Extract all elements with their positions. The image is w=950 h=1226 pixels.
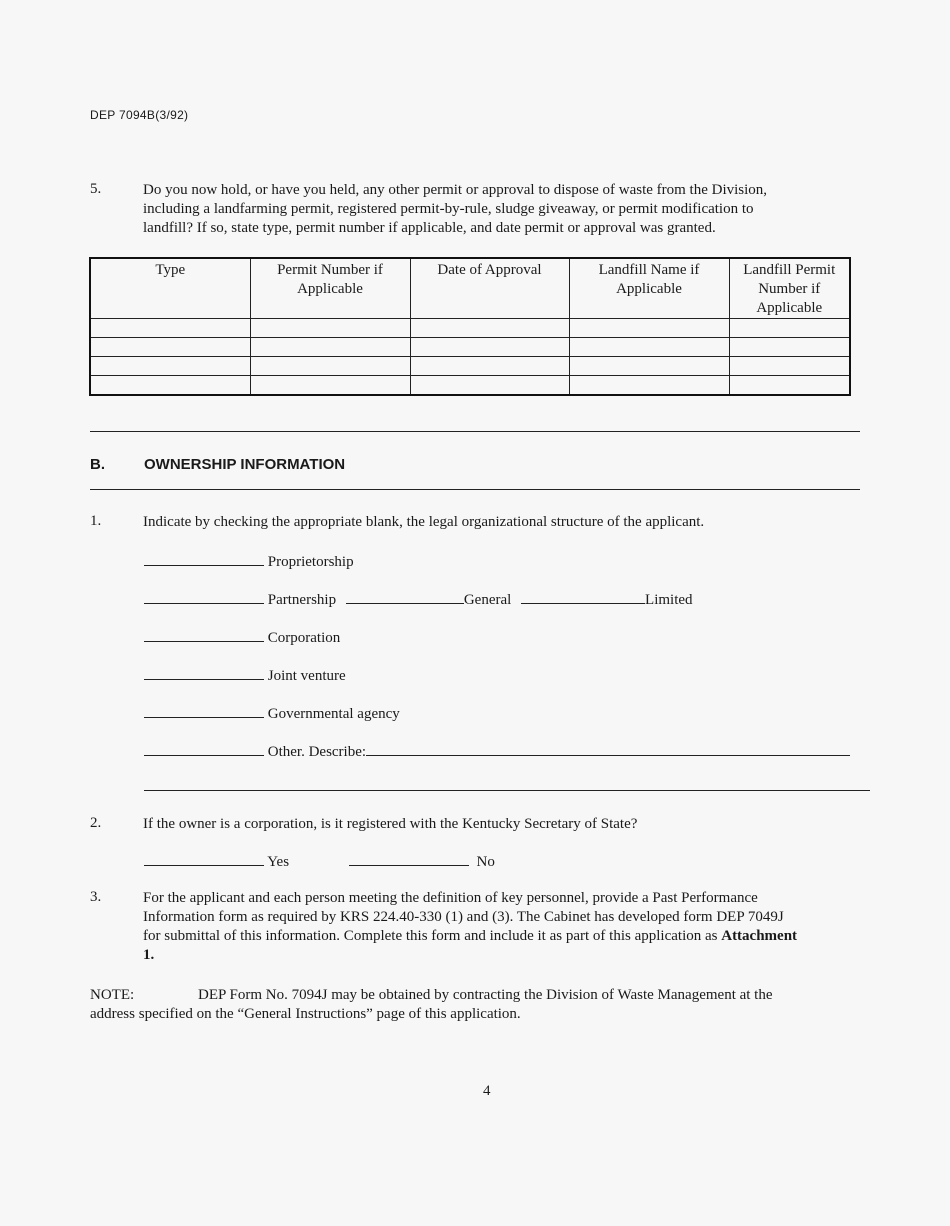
proprietorship-blank[interactable] (144, 551, 264, 566)
general-label: General (463, 592, 512, 608)
table-row (90, 338, 850, 357)
table-cell[interactable] (569, 319, 729, 338)
question-1-number: 1. (90, 513, 102, 529)
section-title: OWNERSHIP INFORMATION (144, 456, 346, 473)
question-5-line-2: including a landfarming permit, registered permit-by-rule, sludge giveaway, or permit modification to (143, 201, 754, 217)
table-cell[interactable] (729, 338, 850, 357)
governmental-agency-blank[interactable] (144, 703, 264, 718)
col-header-landfill-permit-number: Landfill Permit Number if Applicable (729, 258, 850, 319)
corporation-blank[interactable] (144, 627, 264, 642)
table-cell[interactable] (250, 376, 410, 396)
note-line-2: address specified on the “General Instructions” page of this application. (90, 1006, 521, 1022)
table-row (90, 357, 850, 376)
question-5-text (143, 181, 767, 238)
option-governmental-agency (144, 703, 400, 723)
question-2-text: If the owner is a corporation, is it registered with the Kentucky Secretary of State? (143, 816, 638, 832)
other-describe-line-2[interactable] (144, 790, 870, 791)
question-2-number: 2. (90, 815, 102, 831)
table-cell[interactable] (250, 357, 410, 376)
section-divider-bottom (90, 489, 860, 490)
table-cell[interactable] (569, 338, 729, 357)
table-cell[interactable] (410, 319, 569, 338)
question-5-line-1: Do you now hold, or have you held, any other permit or approval to dispose of waste from the Division, (143, 182, 768, 198)
table-cell[interactable] (90, 338, 250, 357)
table-cell[interactable] (569, 357, 729, 376)
question-3-text (143, 889, 878, 965)
no-blank[interactable] (349, 851, 469, 866)
table-header-row (90, 258, 850, 319)
note (90, 986, 870, 1024)
general-blank[interactable] (346, 589, 464, 604)
option-other (144, 741, 850, 761)
table-cell[interactable] (729, 376, 850, 396)
question-3-line-3-wrap (143, 927, 878, 946)
limited-blank[interactable] (521, 589, 645, 604)
table-cell[interactable] (90, 376, 250, 396)
question-5-number: 5. (90, 181, 102, 197)
limited-label: Limited (645, 592, 693, 608)
table-cell[interactable] (250, 338, 410, 357)
option-proprietorship (144, 551, 354, 571)
question-5-line-3: landfill? If so, state type, permit number if applicable, and date permit or approval was granted. (143, 220, 716, 236)
page-number: 4 (483, 1083, 491, 1099)
governmental-agency-label: Governmental agency (267, 706, 400, 722)
table-cell[interactable] (729, 357, 850, 376)
q2-answers (144, 851, 495, 871)
option-joint-venture (144, 665, 346, 685)
table-cell[interactable] (90, 357, 250, 376)
note-line-1: DEP Form No. 7094J may be obtained by contracting the Division of Waste Management at the (198, 987, 773, 1003)
other-label: Other. Describe: (267, 744, 367, 760)
question-3-line-3: for submittal of this information. Complete this form and include it as part of this application as (143, 928, 718, 944)
table-cell[interactable] (410, 338, 569, 357)
section-letter: B. (90, 456, 105, 473)
option-corporation (144, 627, 340, 647)
table-row (90, 319, 850, 338)
corporation-label: Corporation (267, 630, 341, 646)
col-header-landfill-name: Landfill Name if Applicable (569, 258, 729, 319)
permits-table (89, 257, 851, 396)
col-header-type: Type (90, 258, 250, 319)
other-blank[interactable] (144, 741, 264, 756)
col-header-permit-number: Permit Number if Applicable (250, 258, 410, 319)
option-partnership (144, 589, 693, 609)
other-describe-field[interactable] (366, 741, 850, 756)
partnership-label: Partnership (267, 592, 337, 608)
form-id: DEP 7094B(3/92) (90, 108, 189, 122)
table-cell[interactable] (410, 376, 569, 396)
question-3-line-1: For the applicant and each person meeting the definition of key personnel, provide a Past Performance (143, 890, 758, 906)
col-header-date-of-approval: Date of Approval (410, 258, 569, 319)
partnership-blank[interactable] (144, 589, 264, 604)
joint-venture-label: Joint venture (267, 668, 346, 684)
note-label: NOTE: (90, 987, 135, 1003)
table-cell[interactable] (90, 319, 250, 338)
question-1-text: Indicate by checking the appropriate blank, the legal organizational structure of the applicant. (143, 514, 705, 530)
proprietorship-label: Proprietorship (267, 554, 354, 570)
attachment-label: Attachment (721, 928, 798, 944)
question-3-number: 3. (90, 889, 102, 905)
yes-label: Yes (267, 854, 290, 870)
joint-venture-blank[interactable] (144, 665, 264, 680)
table-cell[interactable] (410, 357, 569, 376)
no-label: No (476, 854, 495, 870)
section-divider-top (90, 431, 860, 432)
table-cell[interactable] (729, 319, 850, 338)
attachment-number: 1. (143, 947, 155, 963)
question-3-line-2: Information form as required by KRS 224.40-330 (1) and (3). The Cabinet has developed form DEP 7049J (143, 909, 784, 925)
table-cell[interactable] (569, 376, 729, 396)
table-row (90, 376, 850, 396)
table-cell[interactable] (250, 319, 410, 338)
yes-blank[interactable] (144, 851, 264, 866)
